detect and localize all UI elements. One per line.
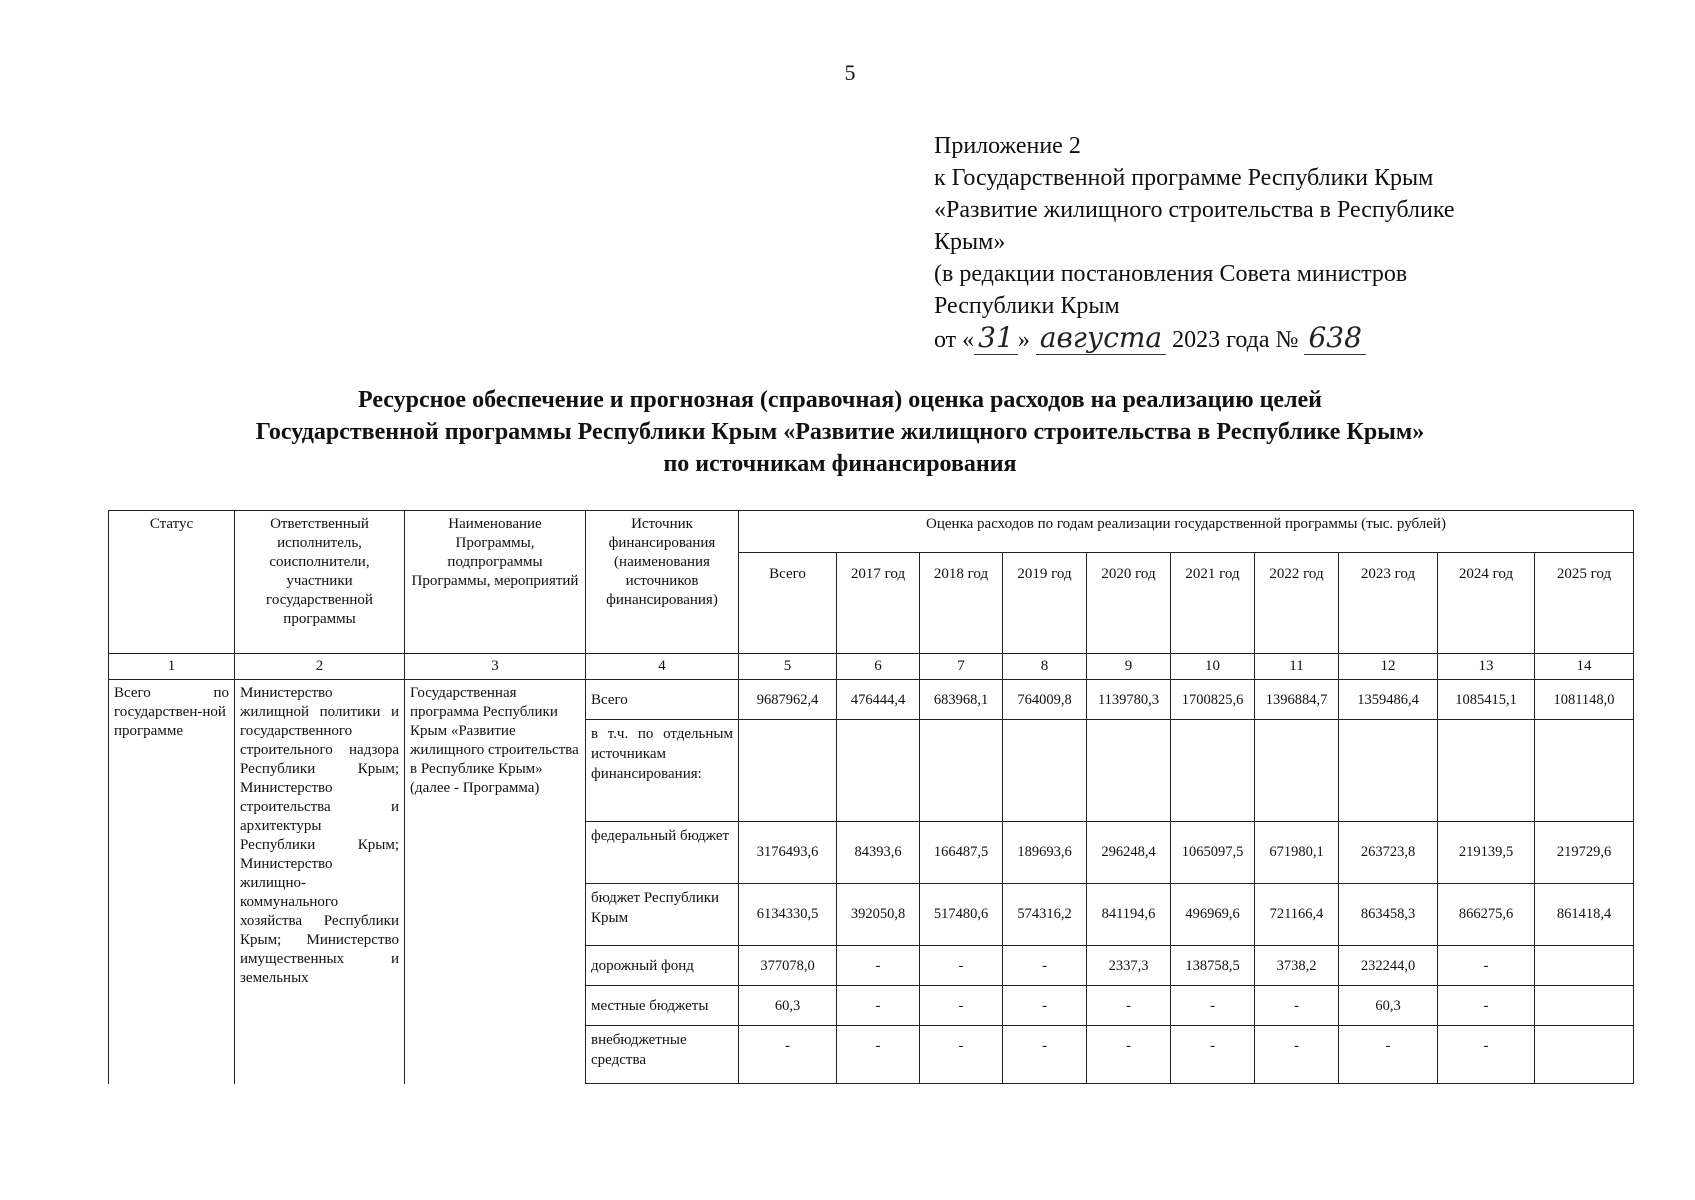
value-cell — [1171, 720, 1255, 822]
value-cell: 166487,5 — [920, 822, 1003, 884]
handwritten-day: 31 — [974, 321, 1018, 355]
header-year: 2024 год — [1438, 553, 1535, 654]
header-year: 2020 год — [1087, 553, 1171, 654]
value-cell: 866275,6 — [1438, 884, 1535, 946]
executor-cell: Министерство жилищной политики и государственного строительного надзора Республики Крым; Министерство строительства и архитектуры Республики Крым; Министерство жилищно-коммунального хозяйства Республики Крым; Министерство имущественных и земельных — [235, 680, 405, 1084]
appendix-line: Крым» — [934, 229, 1006, 255]
value-cell — [1003, 720, 1087, 822]
column-number: 10 — [1171, 654, 1255, 680]
program-cell: Государственная программа Республики Крым «Развитие жилищного строительства в Республике Крым» (далее - Программа) — [405, 680, 586, 1084]
value-cell: - — [1438, 986, 1535, 1026]
date-mid: » — [1017, 327, 1030, 353]
value-cell — [1535, 720, 1634, 822]
value-cell: - — [920, 986, 1003, 1026]
source-cell: дорожный фонд — [586, 946, 739, 986]
value-cell: 263723,8 — [1339, 822, 1438, 884]
value-cell: - — [1255, 986, 1339, 1026]
value-cell: 3176493,6 — [739, 822, 837, 884]
value-cell — [1087, 720, 1171, 822]
value-cell — [1255, 720, 1339, 822]
date-year: 2023 года № — [1172, 327, 1299, 353]
title-line: по источникам финансирования — [663, 451, 1017, 477]
value-cell: - — [837, 986, 920, 1026]
header-year: 2021 год — [1171, 553, 1255, 654]
source-cell: внебюджетные средства — [586, 1026, 739, 1084]
header-program-name: Наименование Программы, подпрограммы Программы, мероприятий — [405, 511, 586, 654]
value-cell: - — [1339, 1026, 1438, 1084]
appendix-line: к Государственной программе Республики Крым — [934, 165, 1434, 191]
column-number: 14 — [1535, 654, 1634, 680]
header-year: 2018 год — [920, 553, 1003, 654]
value-cell: 138758,5 — [1171, 946, 1255, 986]
column-number-row — [109, 654, 1634, 680]
appendix-line: «Развитие жилищного строительства в Республике — [934, 197, 1455, 223]
value-cell: 671980,1 — [1255, 822, 1339, 884]
header-year: Всего — [739, 553, 837, 654]
value-cell — [1339, 720, 1438, 822]
value-cell: 6134330,5 — [739, 884, 837, 946]
appendix-date-line — [934, 322, 1574, 356]
header-year: 2019 год — [1003, 553, 1087, 654]
header-year: 2025 год — [1535, 553, 1634, 654]
source-cell: федеральный бюджет — [586, 822, 739, 884]
source-cell: местные бюджеты — [586, 986, 739, 1026]
value-cell: - — [1438, 946, 1535, 986]
column-number: 4 — [586, 654, 739, 680]
value-cell: - — [837, 1026, 920, 1084]
value-cell: - — [1087, 1026, 1171, 1084]
value-cell: 9687962,4 — [739, 680, 837, 720]
status-cell: Всего по государствен-ной программе — [109, 680, 235, 1084]
value-cell: 841194,6 — [1087, 884, 1171, 946]
value-cell: 392050,8 — [837, 884, 920, 946]
column-number: 13 — [1438, 654, 1535, 680]
title-line: Государственной программы Республики Крым «Развитие жилищного строительства в Республике Крым» — [255, 419, 1425, 445]
header-row — [109, 511, 1634, 553]
header-year: 2023 год — [1339, 553, 1438, 654]
value-cell: - — [920, 946, 1003, 986]
header-executor: Ответственный исполнитель, соисполнители, участники государственной программы — [235, 511, 405, 654]
column-number: 11 — [1255, 654, 1339, 680]
value-cell: 1085415,1 — [1438, 680, 1535, 720]
value-cell: - — [1171, 1026, 1255, 1084]
value-cell: - — [1003, 946, 1087, 986]
column-number: 12 — [1339, 654, 1438, 680]
value-cell: 3738,2 — [1255, 946, 1339, 986]
page-number: 5 — [844, 60, 856, 85]
value-cell: - — [739, 1026, 837, 1084]
value-cell: - — [920, 1026, 1003, 1084]
source-cell: в т.ч. по отдельным источникам финансирования: — [586, 720, 739, 822]
value-cell — [1535, 986, 1634, 1026]
value-cell: 683968,1 — [920, 680, 1003, 720]
column-number: 3 — [405, 654, 586, 680]
source-cell: бюджет Республики Крым — [586, 884, 739, 946]
source-cell: Всего — [586, 680, 739, 720]
column-number: 7 — [920, 654, 1003, 680]
value-cell: 1065097,5 — [1171, 822, 1255, 884]
header-year: 2022 год — [1255, 553, 1339, 654]
value-cell: 1700825,6 — [1171, 680, 1255, 720]
value-cell — [837, 720, 920, 822]
value-cell: 232244,0 — [1339, 946, 1438, 986]
table-row — [109, 680, 1634, 720]
value-cell: 764009,8 — [1003, 680, 1087, 720]
column-number: 6 — [837, 654, 920, 680]
column-number: 5 — [739, 654, 837, 680]
value-cell: 1081148,0 — [1535, 680, 1634, 720]
value-cell: 377078,0 — [739, 946, 837, 986]
value-cell: - — [1003, 986, 1087, 1026]
value-cell: - — [837, 946, 920, 986]
column-number: 9 — [1087, 654, 1171, 680]
value-cell: 60,3 — [1339, 986, 1438, 1026]
value-cell — [1438, 720, 1535, 822]
value-cell: 189693,6 — [1003, 822, 1087, 884]
appendix-block — [934, 130, 1574, 356]
value-cell: - — [1003, 1026, 1087, 1084]
document-title — [90, 384, 1590, 480]
value-cell: 863458,3 — [1339, 884, 1438, 946]
header-status: Статус — [109, 511, 235, 654]
value-cell — [1535, 946, 1634, 986]
appendix-line: Приложение 2 — [934, 133, 1081, 159]
column-number: 2 — [235, 654, 405, 680]
header-year: 2017 год — [837, 553, 920, 654]
value-cell: - — [1087, 986, 1171, 1026]
value-cell — [1535, 1026, 1634, 1084]
value-cell: 84393,6 — [837, 822, 920, 884]
header-estimate-group: Оценка расходов по годам реализации государственной программы (тыс. рублей) — [739, 511, 1634, 553]
value-cell: 721166,4 — [1255, 884, 1339, 946]
value-cell: 2337,3 — [1087, 946, 1171, 986]
title-line: Ресурсное обеспечение и прогнозная (справочная) оценка расходов на реализацию целей — [357, 387, 1323, 413]
value-cell: 476444,4 — [837, 680, 920, 720]
value-cell: - — [1171, 986, 1255, 1026]
header-source: Источник финансирования (наименования источников финансирования) — [586, 511, 739, 654]
column-number: 1 — [109, 654, 235, 680]
value-cell: 517480,6 — [920, 884, 1003, 946]
value-cell: 219729,6 — [1535, 822, 1634, 884]
value-cell: 574316,2 — [1003, 884, 1087, 946]
handwritten-month: августа — [1036, 321, 1166, 355]
value-cell: 1359486,4 — [1339, 680, 1438, 720]
date-prefix: от « — [934, 327, 975, 353]
appendix-line: Республики Крым — [934, 293, 1120, 319]
value-cell — [920, 720, 1003, 822]
appendix-line: (в редакции постановления Совета министров — [934, 261, 1408, 287]
value-cell: 1396884,7 — [1255, 680, 1339, 720]
value-cell: - — [1438, 1026, 1535, 1084]
value-cell: 296248,4 — [1087, 822, 1171, 884]
value-cell: 496969,6 — [1171, 884, 1255, 946]
resource-table — [108, 510, 1634, 1084]
value-cell: 219139,5 — [1438, 822, 1535, 884]
value-cell: 60,3 — [739, 986, 837, 1026]
column-number: 8 — [1003, 654, 1087, 680]
value-cell: - — [1255, 1026, 1339, 1084]
value-cell: 861418,4 — [1535, 884, 1634, 946]
value-cell: 1139780,3 — [1087, 680, 1171, 720]
handwritten-doc-number: 638 — [1304, 321, 1365, 355]
value-cell — [739, 720, 837, 822]
